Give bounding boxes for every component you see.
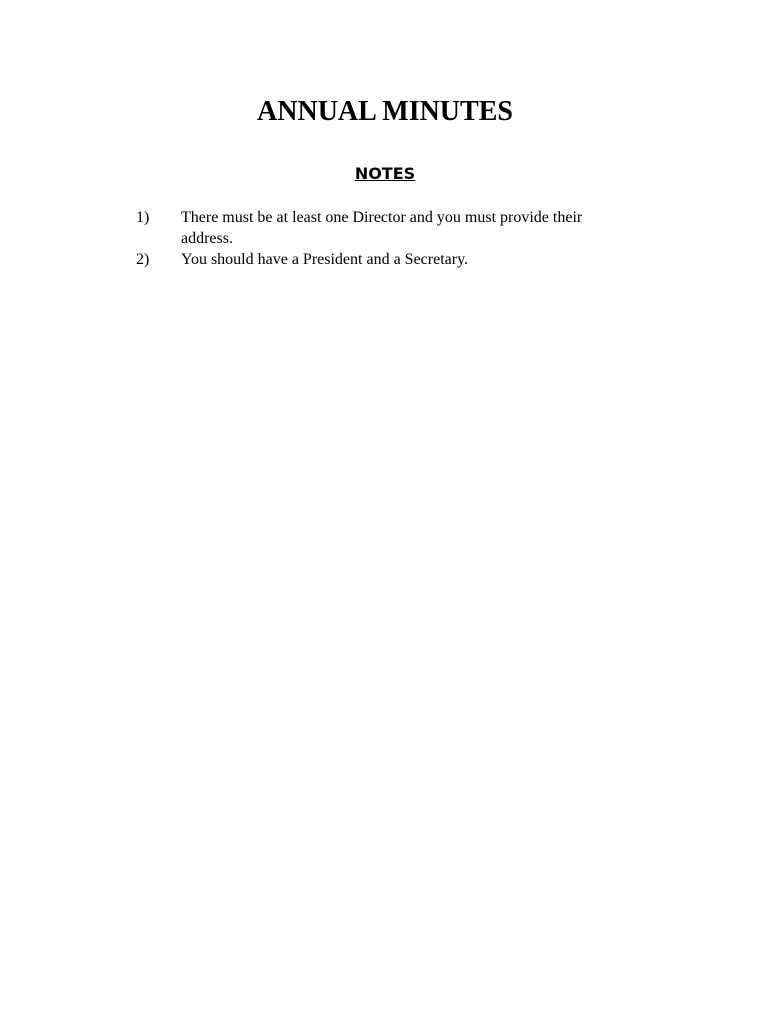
note-number: 1) xyxy=(136,209,150,226)
note-text: You should have a President and a Secretary. xyxy=(181,251,469,268)
note-text: There must be at least one Director and you must provide their address. xyxy=(181,209,583,247)
notes-list xyxy=(136,207,636,270)
notes-heading: NOTES xyxy=(354,164,416,183)
document-title: ANNUAL MINUTES xyxy=(257,96,513,127)
note-number: 2) xyxy=(136,251,150,268)
note-item xyxy=(136,249,636,270)
note-item xyxy=(136,207,636,249)
